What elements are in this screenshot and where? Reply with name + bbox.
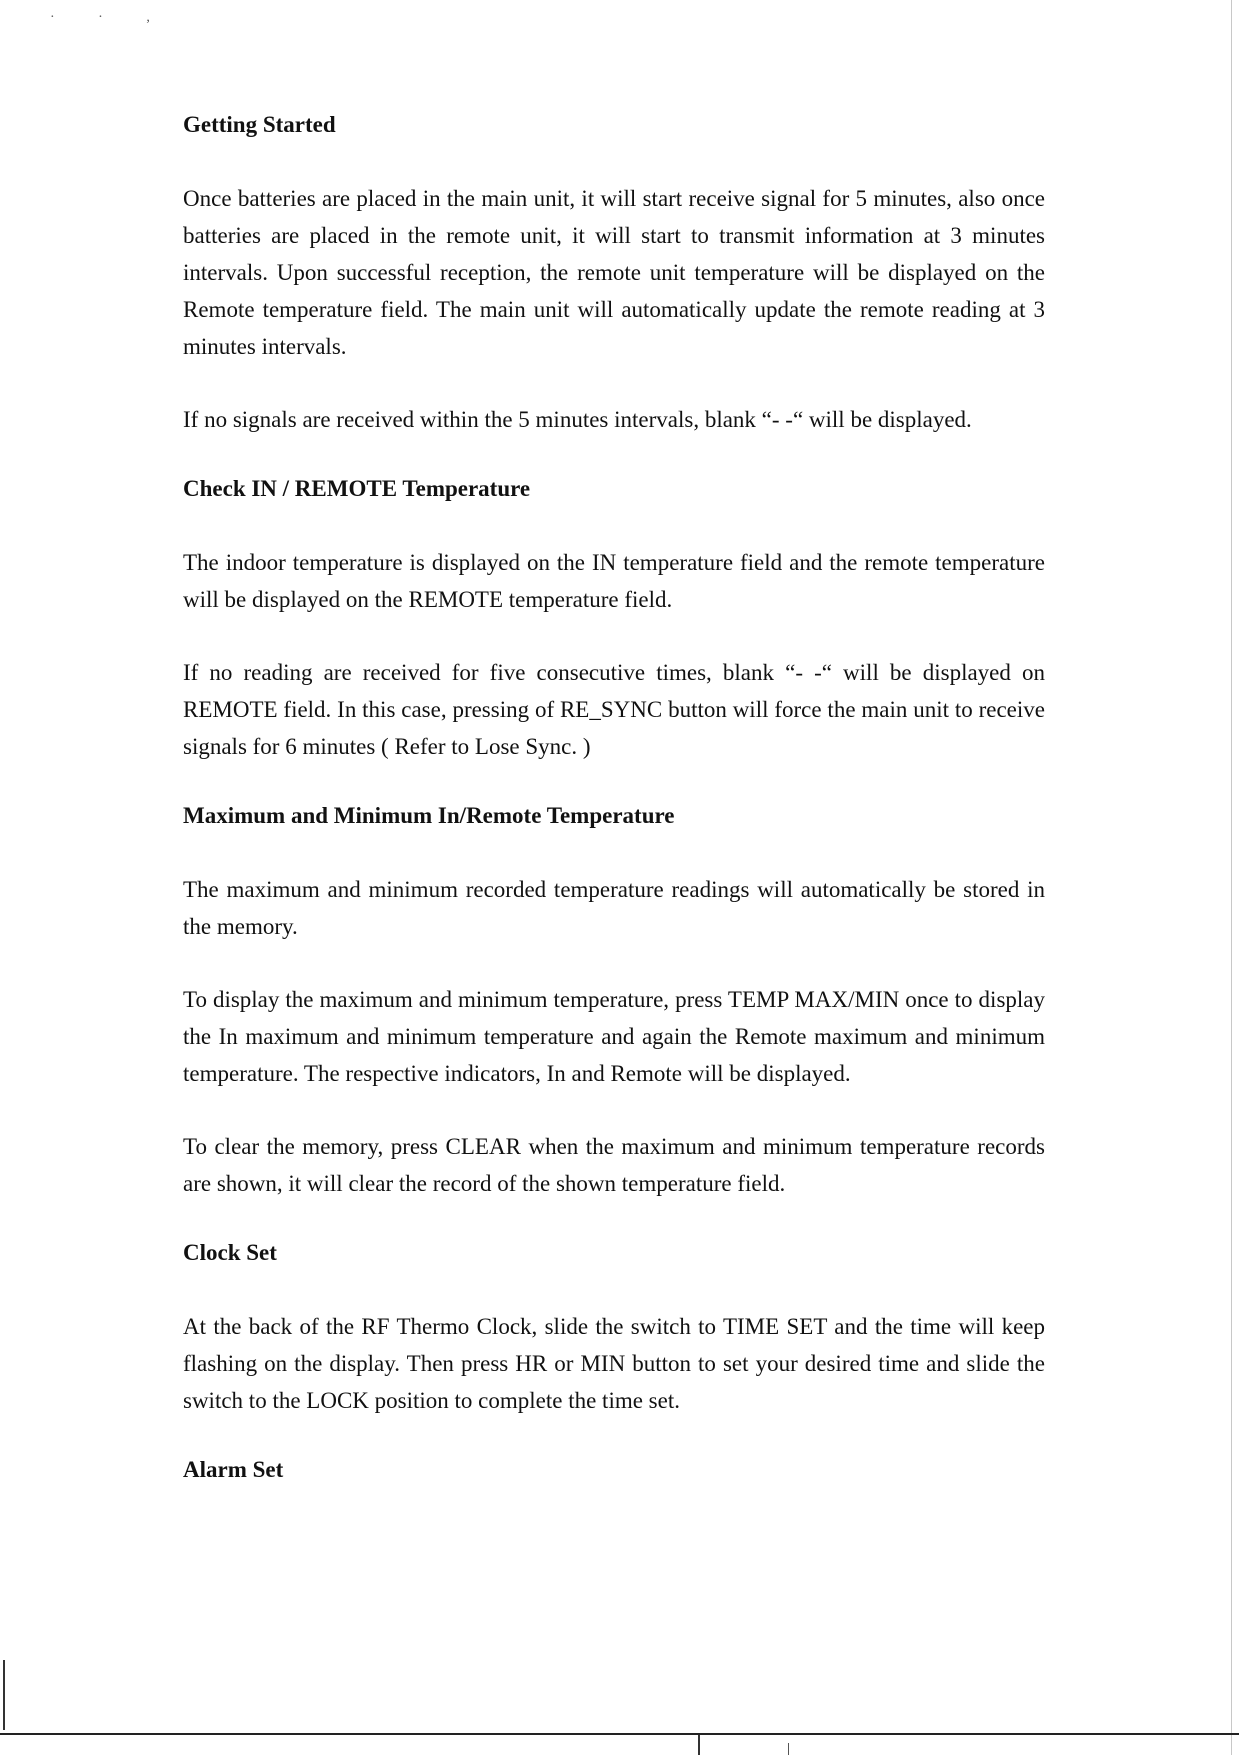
- scan-artifact-dots: · · ,: [50, 10, 170, 25]
- scan-artifact-bottom-tick: [788, 1743, 789, 1755]
- paragraph: At the back of the RF Thermo Clock, slide the switch to TIME SET and the time will keep flashing on the display. Then press HR or MIN button to set your desired time and slide the switch to the LOCK position to complete the time set.: [183, 1314, 1045, 1413]
- section-heading-max-min-temperature: Maximum and Minimum In/Remote Temperature: [183, 803, 675, 828]
- paragraph: If no reading are received for five consecutive times, blank “- -“ will be displayed on REMOTE field. In this case, pressing of RE_SYNC button will force the main unit to receive signals for 6 minutes ( Refer to Lose Sync. ): [183, 660, 1045, 759]
- section-heading-getting-started: Getting Started: [183, 112, 336, 137]
- section-heading-alarm-set: Alarm Set: [183, 1457, 284, 1482]
- scan-artifact-bottom-tick: [698, 1735, 700, 1755]
- paragraph: The indoor temperature is displayed on the IN temperature field and the remote temperature will be displayed on the REMOTE temperature field.: [183, 550, 1045, 612]
- paragraph: If no signals are received within the 5 minutes intervals, blank “- -“ will be displayed.: [183, 407, 972, 432]
- scan-artifact-left-tick: [3, 1660, 5, 1730]
- scan-artifact-right-edge: [1231, 0, 1232, 1755]
- section-heading-check-temperature: Check IN / REMOTE Temperature: [183, 476, 531, 501]
- paragraph: Once batteries are placed in the main unit, it will start receive signal for 5 minutes, also once batteries are placed in the remote unit, it will start to transmit information at 3 minutes intervals. Upon successful reception, the remote unit temperature will be displayed on the Remote temperature field. The main unit will automatically update the remote reading at 3 minutes intervals.: [183, 186, 1045, 359]
- section-heading-clock-set: Clock Set: [183, 1240, 277, 1265]
- paragraph: To display the maximum and minimum temperature, press TEMP MAX/MIN once to display the In maximum and minimum temperature and again the Remote maximum and minimum temperature. The respective indicators, In and Remote will be displayed.: [183, 987, 1045, 1086]
- scan-artifact-bottom-edge: [0, 1733, 1239, 1735]
- document-content: [183, 110, 1045, 1525]
- paragraph: The maximum and minimum recorded temperature readings will automatically be stored in the memory.: [183, 877, 1045, 939]
- paragraph: To clear the memory, press CLEAR when the maximum and minimum temperature records are shown, it will clear the record of the shown temperature field.: [183, 1134, 1045, 1196]
